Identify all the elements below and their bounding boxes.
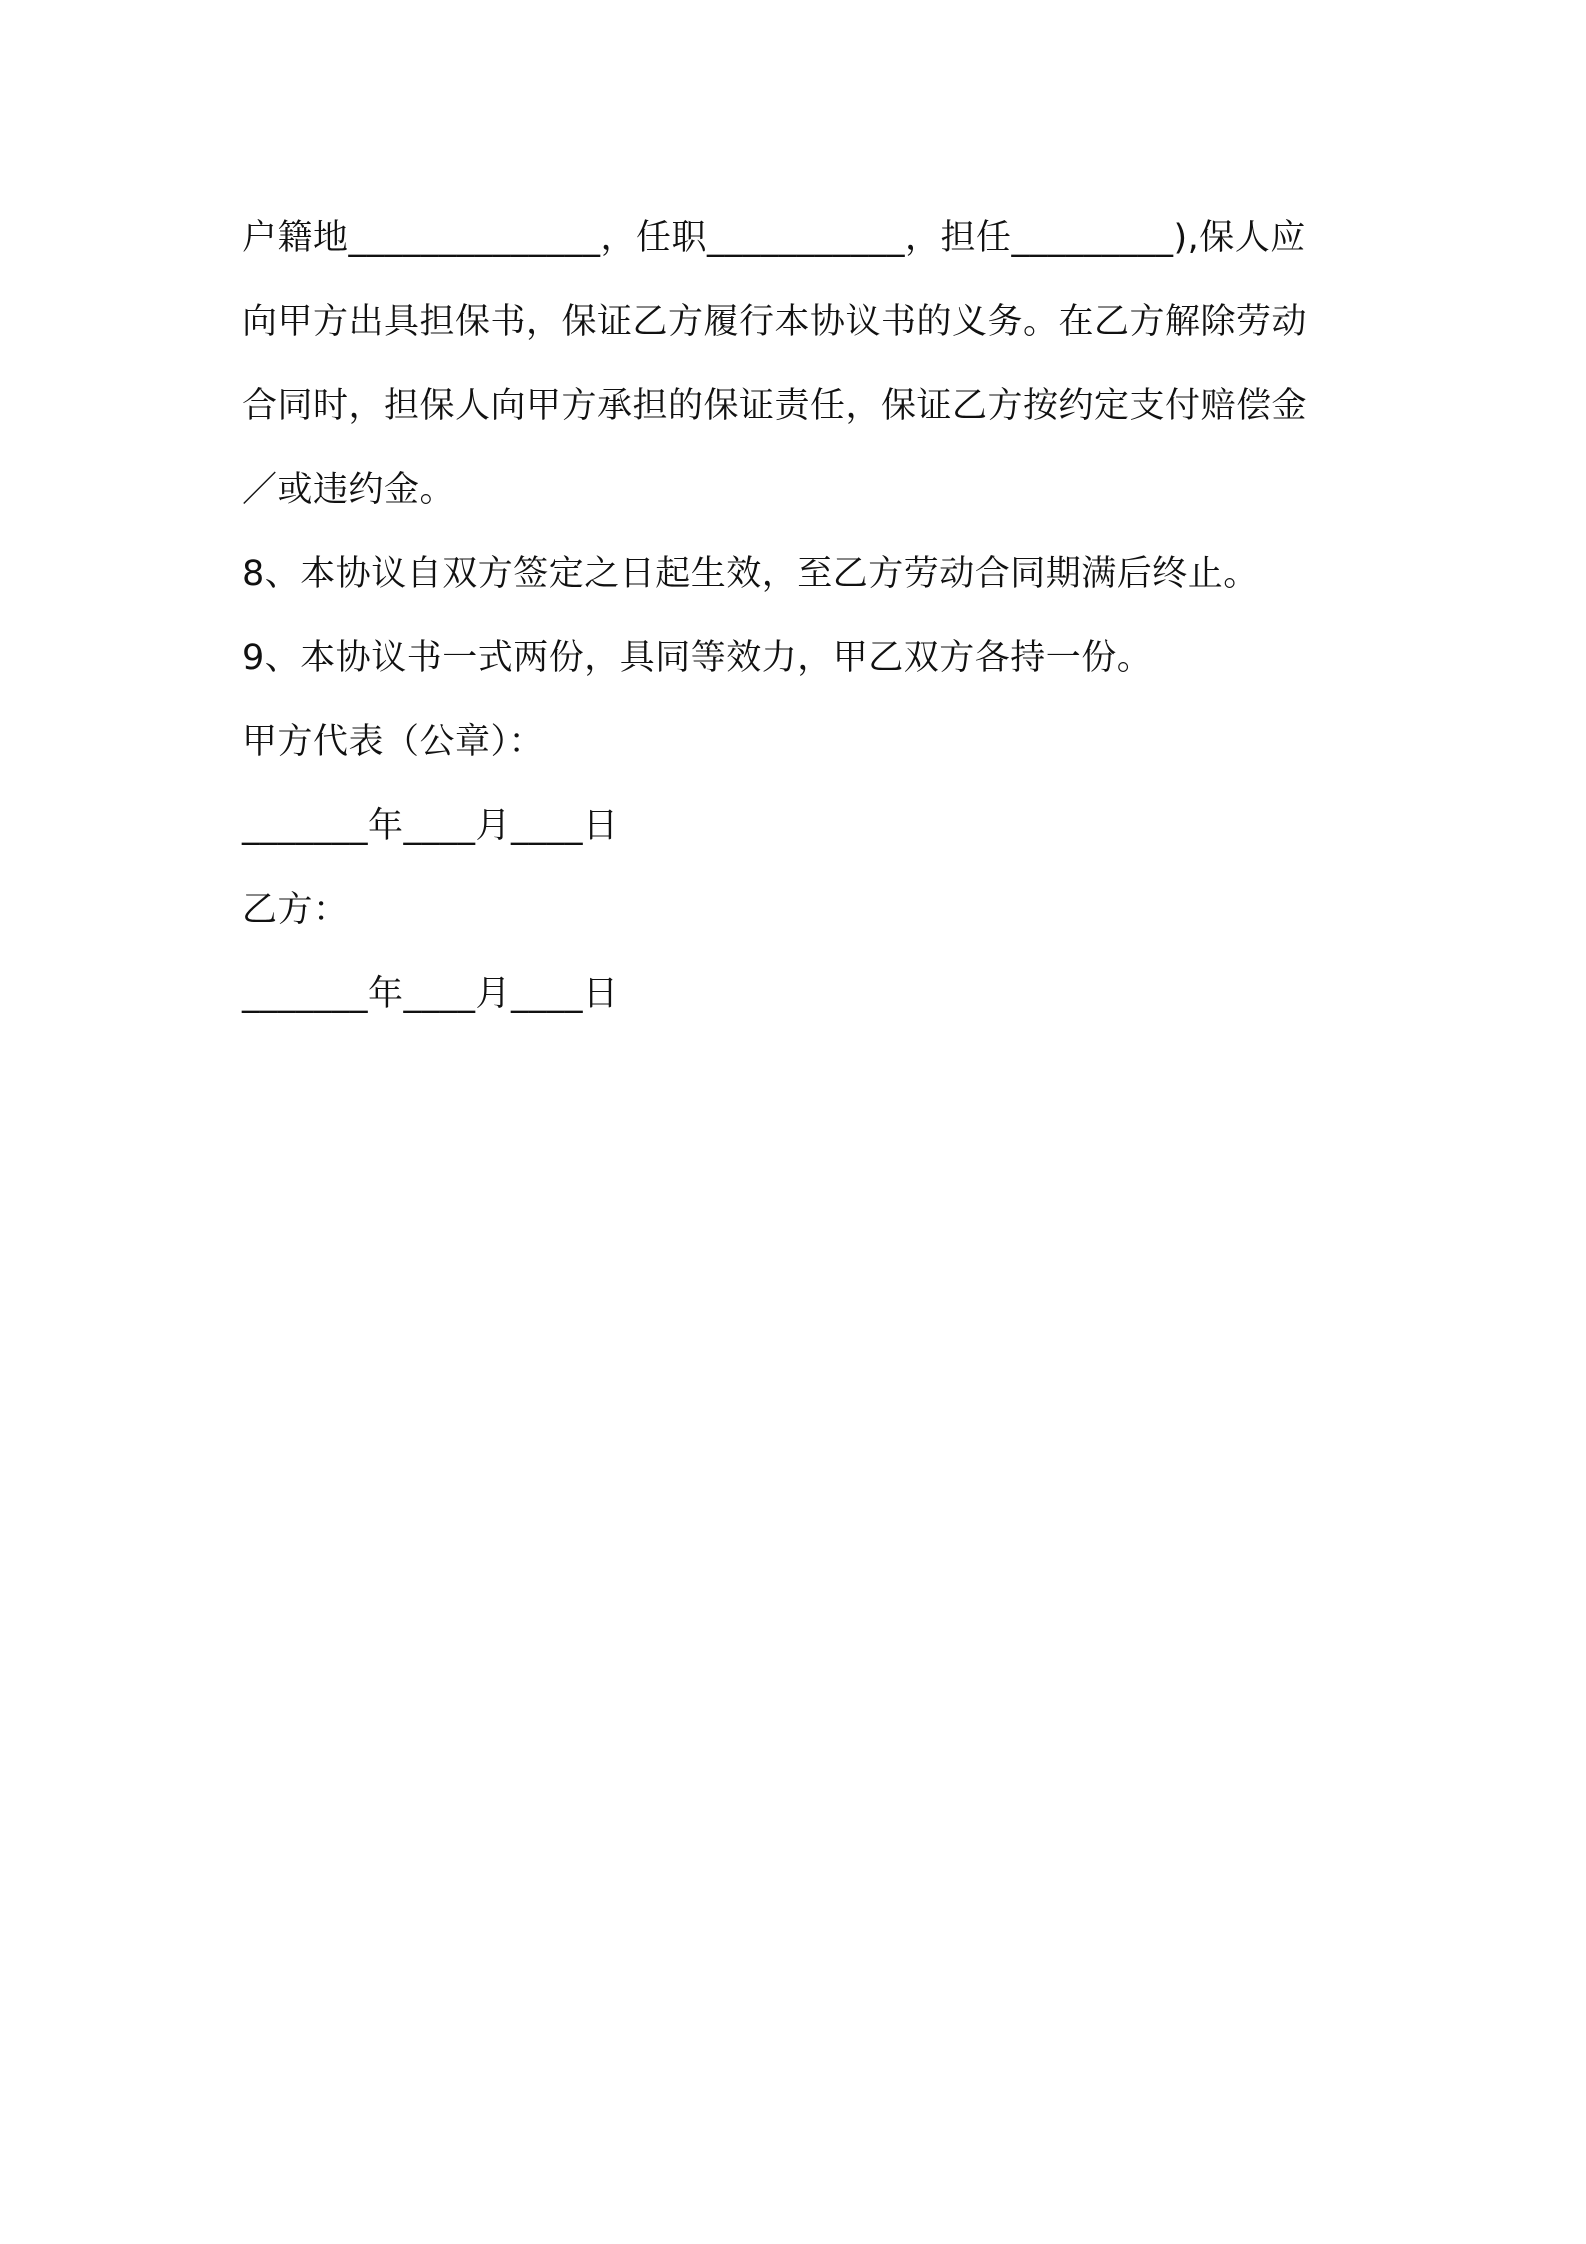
clause-8: 8、本协议自双方签定之日起生效，至乙方劳动合同期满后终止。 — [242, 554, 1259, 594]
party-a-signature-label: 甲方代表（公章）： — [242, 722, 545, 762]
guarantor-paragraph-line-2: 向甲方出具担保书，保证乙方履行本协议书的义务。在乙方解除劳动 — [242, 302, 1308, 342]
guarantor-paragraph-line-1: 户籍地______________，任职___________，担任_________),保人应 — [242, 218, 1306, 258]
clause-9: 9、本协议书一式两份，具同等效力，甲乙双方各持一份。 — [242, 638, 1153, 678]
party-b-signature-label: 乙方： — [242, 890, 349, 930]
guarantor-paragraph-line-4: ／或违约金。 — [242, 470, 456, 510]
guarantor-paragraph-line-3: 合同时，担保人向甲方承担的保证责任，保证乙方按约定支付赔偿金 — [242, 386, 1308, 426]
party-b-date-line: _______年____月____日 — [242, 974, 619, 1014]
document-body — [242, 196, 1352, 1036]
party-a-date-line: _______年____月____日 — [242, 806, 619, 846]
